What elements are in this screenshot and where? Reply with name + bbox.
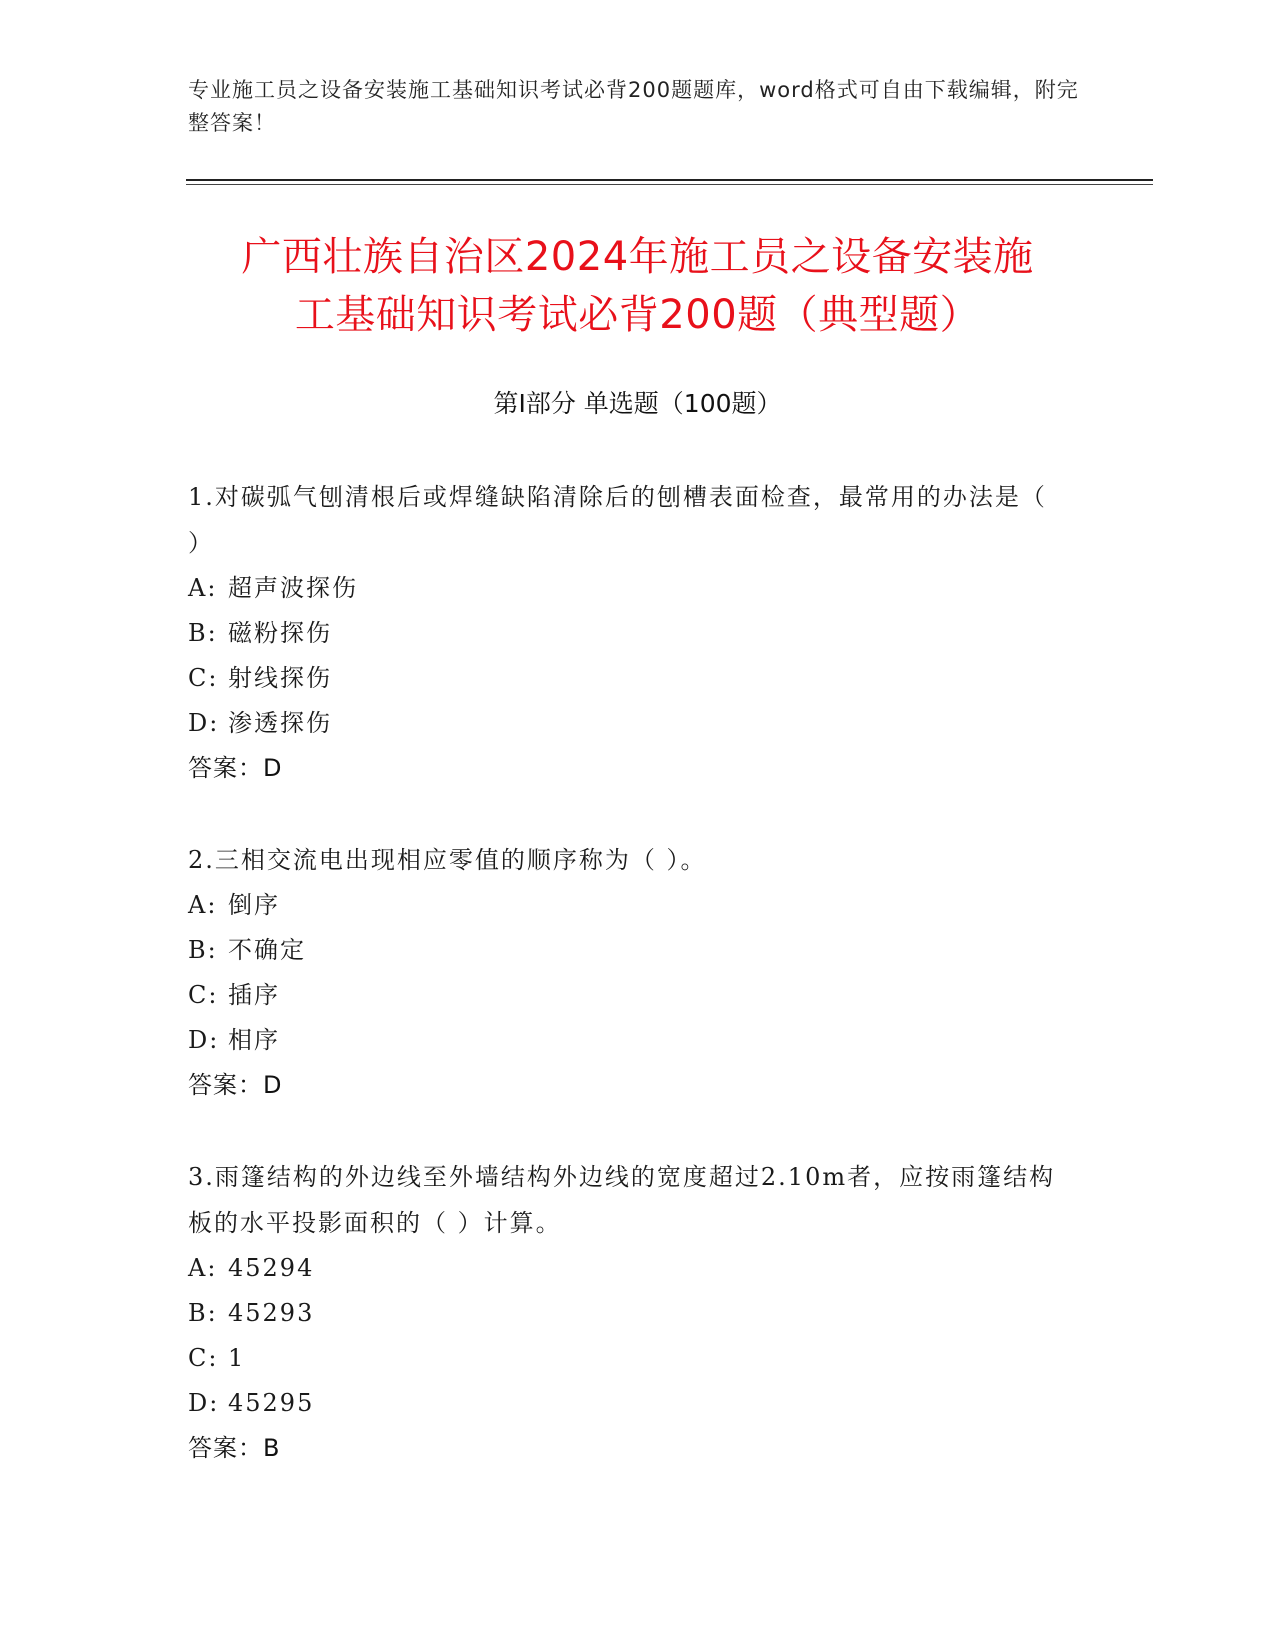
document-title-line-1: 广西壮族自治区2024年施工员之设备安装施	[241, 234, 1034, 280]
option-key: A:	[188, 1254, 218, 1282]
option-key: D:	[188, 709, 220, 737]
option-d	[188, 1381, 1068, 1426]
answer: 答案：B	[188, 1434, 281, 1462]
option-key: C:	[188, 1344, 219, 1372]
question-text: 3.雨篷结构的外边线至外墙结构外边线的宽度超过2.10m者，应按雨篷结构板的水平投影面积的（ ）计算。	[188, 1163, 1056, 1237]
option-text: 45295	[228, 1389, 315, 1417]
header-note: 专业施工员之设备安装施工基础知识考试必背200题题库，word格式可自由下载编辑，附完整答案！	[188, 78, 1079, 135]
option-text: 45294	[228, 1254, 315, 1282]
option-key: B:	[188, 619, 218, 647]
option-text: 渗透探伤	[228, 709, 332, 737]
option-c	[188, 656, 1068, 701]
option-a	[188, 566, 1068, 611]
header-divider-thin	[186, 184, 1153, 185]
answer: 答案：D	[188, 754, 283, 782]
option-text: 不确定	[228, 936, 306, 964]
option-key: D:	[188, 1026, 220, 1054]
option-c	[188, 1336, 1068, 1381]
option-a	[188, 1246, 1068, 1291]
option-d	[188, 1018, 1068, 1063]
option-a	[188, 883, 1068, 928]
option-key: A:	[188, 891, 218, 919]
question-3	[188, 1154, 1068, 1471]
question-text: 2.三相交流电出现相应零值的顺序称为（ ）。	[188, 846, 707, 874]
answer: 答案：D	[188, 1071, 283, 1099]
option-text: 超声波探伤	[228, 574, 358, 602]
option-key: B:	[188, 936, 218, 964]
option-b	[188, 1291, 1068, 1336]
question-text: 1.对碳弧气刨清根后或焊缝缺陷清除后的刨槽表面检查，最常用的办法是（ ）	[188, 483, 1047, 557]
document-title	[150, 228, 1125, 344]
question-2	[188, 837, 1068, 1108]
option-text: 1	[228, 1344, 246, 1372]
document-title-line-2: 工基础知识考试必背200题（典型题）	[294, 292, 981, 338]
question-1	[188, 474, 1068, 791]
option-key: C:	[188, 981, 219, 1009]
question-list	[188, 474, 1068, 1517]
option-c	[188, 973, 1068, 1018]
option-text: 45293	[228, 1299, 315, 1327]
option-b	[188, 611, 1068, 656]
option-key: B:	[188, 1299, 218, 1327]
option-key: D:	[188, 1389, 220, 1417]
option-text: 射线探伤	[228, 664, 332, 692]
option-key: C:	[188, 664, 219, 692]
section-title: 第Ⅰ部分 单选题（100题）	[493, 389, 782, 418]
option-text: 倒序	[228, 891, 280, 919]
option-text: 插序	[228, 981, 280, 1009]
option-b	[188, 928, 1068, 973]
option-text: 磁粉探伤	[228, 619, 332, 647]
option-key: A:	[188, 574, 218, 602]
option-d	[188, 701, 1068, 746]
option-text: 相序	[228, 1026, 280, 1054]
header-divider-thick	[186, 179, 1153, 181]
